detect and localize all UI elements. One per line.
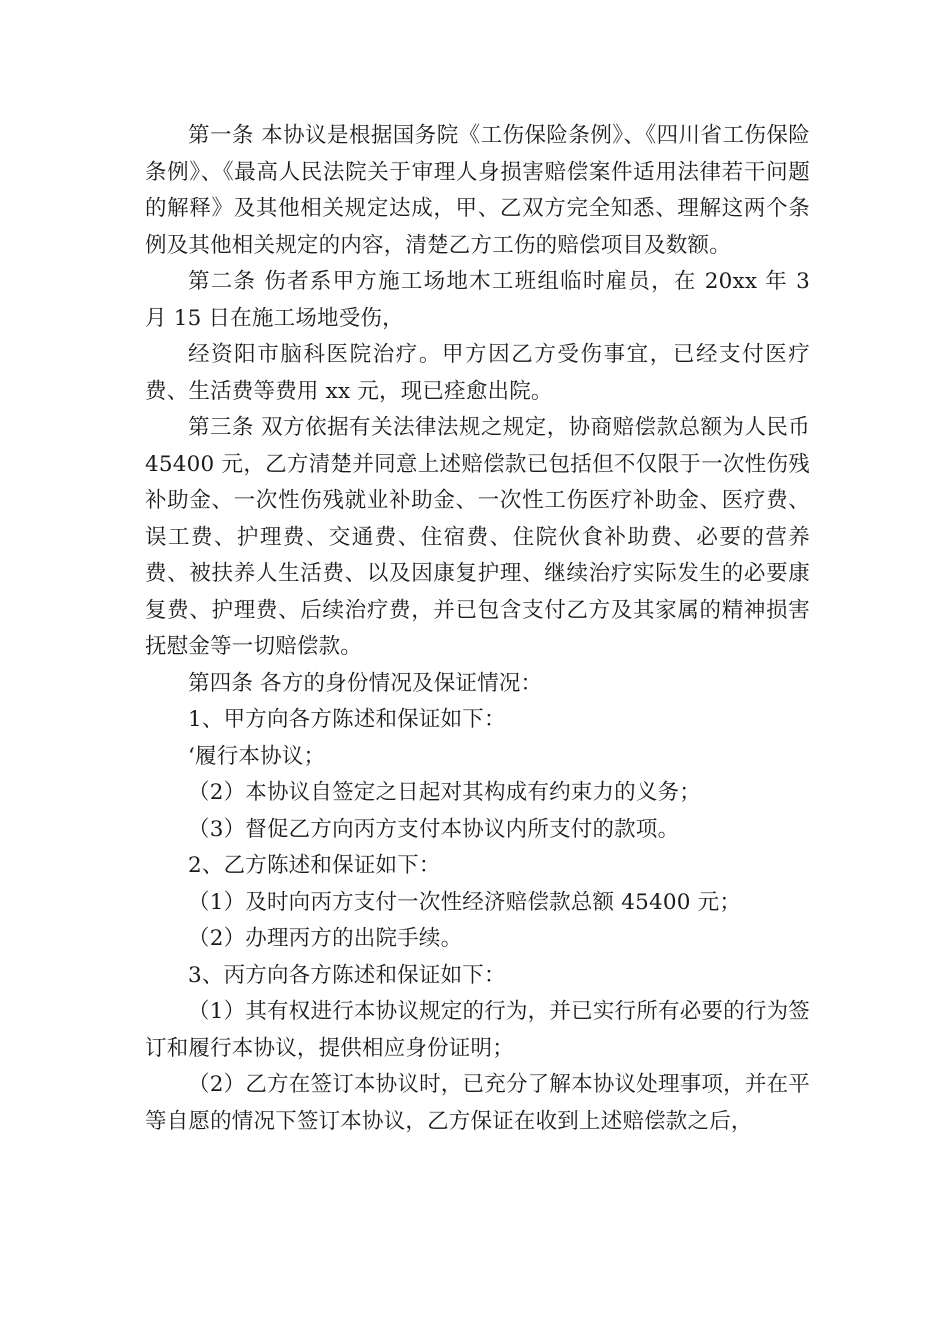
paragraph-article-4: 第四条 各方的身份情况及保证情况： <box>188 670 543 696</box>
paragraph-party-c-item-2: （2）乙方在签订本协议时，已充分了解本协议处理事项，并在平等自愿的情况下签订本协议，乙方保证在收到上述赔偿款之后， <box>145 1072 810 1134</box>
paragraph-party-a-heading: 1、甲方向各方陈述和保证如下： <box>188 707 506 732</box>
paragraph-party-a-item-2: （2）本协议自签定之日起对其构成有约束力的义务； <box>188 780 701 805</box>
document-body <box>145 118 810 1140</box>
paragraph-party-c-item-1: （1）其有权进行本协议规定的行为，并已实行所有必要的行为签订和履行本协议，提供相应身份证明； <box>145 999 810 1061</box>
paragraph-party-c-heading: 3、丙方向各方陈述和保证如下： <box>188 962 506 988</box>
paragraph-party-b-heading: 2、乙方陈述和保证如下： <box>188 853 441 878</box>
paragraph-article-2-cont: 经资阳市脑科医院治疗。甲方因乙方受伤事宜，已经支付医疗费、生活费等费用 xx 元，现已痊愈出院。 <box>145 342 810 404</box>
paragraph-party-a-item-3: （3）督促乙方向丙方支付本协议内所支付的款项。 <box>188 816 680 842</box>
paragraph-party-b-item-1: （1）及时向丙方支付一次性经济赔偿款总额 45400 元； <box>188 889 742 915</box>
paragraph-article-2: 第二条 伤者系甲方施工场地木工班组临时雇员，在 20xx 年 3 月 15 日在施工场地受伤， <box>145 269 810 331</box>
paragraph-article-1: 第一条 本协议是根据国务院《工伤保险条例》、《四川省工伤保险条例》、《最高人民法院关于审理人身损害赔偿案件适用法律若干问题的解释》及其他相关规定达成，甲、乙双方完全知悉、理解这两个条例及其他相关规定的内容，清楚乙方工伤的赔偿项目及数额。 <box>145 123 810 258</box>
paragraph-party-a-item-1: ‘履行本协议； <box>188 743 326 769</box>
paragraph-party-b-item-2: （2）办理丙方的出院手续。 <box>188 926 463 951</box>
paragraph-article-3: 第三条 双方依据有关法律法规之规定，协商赔偿款总额为人民币 45400 元，乙方清楚并同意上述赔偿款已包括但不仅限于一次性伤残补助金、一次性伤残就业补助金、一次性工伤医疗补助金、医疗费、误工费、护理费、交通费、住宿费、住院伙食补助费、必要的营养费、被扶养人生活费、以及因康复护理、继续治疗实际发生的必要康复费、护理费、后续治疗费，并已包含支付乙方及其家属的精神损害抚慰金等一切赔偿款。 <box>145 415 810 659</box>
